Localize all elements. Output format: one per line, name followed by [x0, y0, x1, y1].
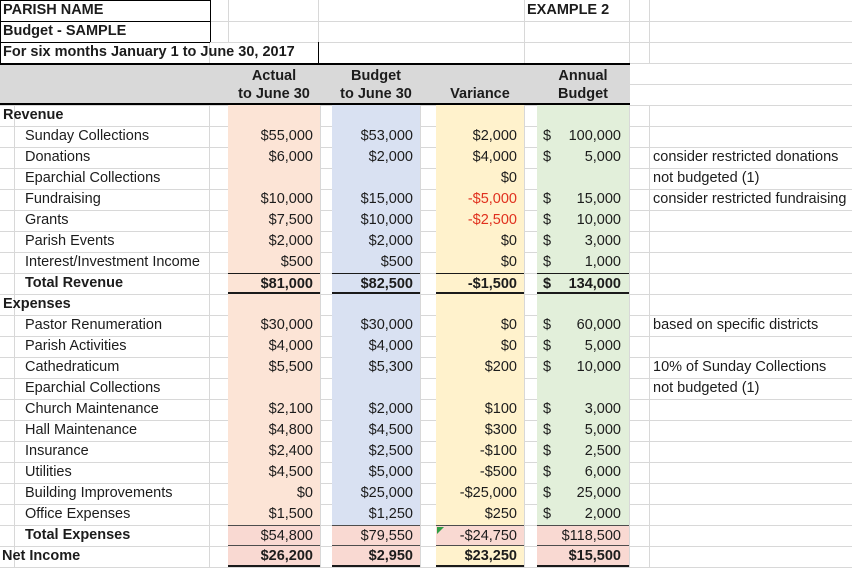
border — [0, 0, 210, 1]
table-row — [0, 378, 852, 399]
header-annual-line2[interactable]: Budget — [558, 86, 608, 102]
note-cell[interactable]: consider restricted donations — [653, 149, 839, 165]
variance-cell[interactable]: -$2,500 — [467, 212, 517, 228]
actual-cell[interactable]: $1,500 — [268, 506, 313, 522]
table-row — [0, 504, 852, 525]
note-cell[interactable]: not budgeted (1) — [653, 380, 760, 396]
variance-cell[interactable]: $250 — [484, 506, 517, 522]
border — [318, 42, 319, 63]
row-label[interactable]: Church Maintenance — [25, 401, 159, 417]
table-row — [0, 273, 852, 294]
budget-cell[interactable]: $82,500 — [332, 273, 420, 294]
budget-cell[interactable]: $25,000 — [360, 485, 413, 501]
variance-cell[interactable]: $2,000 — [472, 128, 517, 144]
header-variance[interactable]: Variance — [450, 86, 510, 102]
row-label[interactable]: Office Expenses — [25, 506, 131, 522]
budget-cell[interactable]: $2,000 — [368, 233, 413, 249]
table-row — [0, 483, 852, 504]
note-cell[interactable]: not budgeted (1) — [653, 170, 760, 186]
cell-flag-icon — [437, 527, 444, 534]
actual-cell[interactable]: $5,500 — [268, 359, 313, 375]
row-label[interactable]: Grants — [25, 212, 69, 228]
gridline — [228, 0, 229, 42]
actual-cell[interactable] — [228, 294, 320, 315]
variance-cell[interactable] — [436, 105, 524, 126]
variance-cell[interactable]: $0 — [500, 254, 517, 270]
gridline — [649, 0, 650, 63]
gridline — [524, 0, 525, 63]
annual-budget-cell[interactable]: $118,500 — [537, 525, 629, 546]
header-actual-line1[interactable]: Actual — [251, 68, 297, 84]
row-label[interactable]: Sunday Collections — [25, 128, 150, 144]
annual-budget-cell[interactable]: $ 2,500 — [543, 443, 621, 459]
variance-cell[interactable] — [436, 294, 524, 315]
row-label[interactable]: Pastor Renumeration — [25, 317, 163, 333]
annual-budget-cell[interactable]: $ 60,000 — [543, 317, 621, 333]
variance-cell[interactable]: $100 — [484, 401, 517, 417]
variance-cell[interactable]: -$100 — [479, 443, 517, 459]
annual-budget-cell[interactable] — [537, 294, 629, 315]
row-label[interactable]: Eparchial Collections — [25, 170, 161, 186]
variance-cell[interactable]: -$500 — [479, 464, 517, 480]
table-row — [0, 252, 852, 273]
budget-sample-cell[interactable]: Budget - SAMPLE — [3, 23, 127, 39]
budget-cell[interactable]: $5,300 — [368, 359, 413, 375]
row-label[interactable]: Cathedraticum — [25, 359, 120, 375]
row-label[interactable]: Hall Maintenance — [25, 422, 138, 438]
table-row — [0, 294, 852, 315]
budget-cell[interactable]: $500 — [380, 254, 413, 270]
row-label[interactable]: Building Improvements — [25, 485, 173, 501]
table-row — [0, 399, 852, 420]
gridline — [629, 0, 630, 63]
actual-cell[interactable]: $4,500 — [268, 464, 313, 480]
table-row — [0, 231, 852, 252]
budget-cell[interactable]: $2,000 — [368, 401, 413, 417]
budget-cell[interactable]: $2,950 — [332, 546, 420, 567]
variance-cell[interactable]: -$24,750 — [436, 525, 524, 546]
budget-cell[interactable]: $1,250 — [368, 506, 413, 522]
annual-budget-cell[interactable]: $ 6,000 — [543, 464, 621, 480]
budget-cell[interactable]: $15,000 — [360, 191, 413, 207]
actual-cell[interactable]: $81,000 — [228, 273, 320, 294]
annual-budget-cell[interactable]: $15,500 — [537, 546, 629, 567]
annual-budget-cell[interactable]: $ 1,000 — [543, 254, 621, 270]
gridline — [318, 0, 319, 42]
budget-cell[interactable]: $53,000 — [360, 128, 413, 144]
actual-cell[interactable] — [228, 105, 320, 126]
budget-cell[interactable]: $2,500 — [368, 443, 413, 459]
budget-cell[interactable]: $2,000 — [368, 149, 413, 165]
actual-cell[interactable]: $0 — [296, 485, 313, 501]
actual-cell[interactable]: $2,000 — [268, 233, 313, 249]
annual-budget-cell[interactable]: $ 134,000 — [537, 273, 629, 294]
actual-cell[interactable]: $10,000 — [260, 191, 313, 207]
border — [0, 0, 1, 63]
annual-budget-cell[interactable]: $ 5,000 — [543, 338, 621, 354]
budget-cell[interactable]: $5,000 — [368, 464, 413, 480]
annual-budget-cell[interactable]: $ 3,000 — [543, 401, 621, 417]
parish-name-cell[interactable]: PARISH NAME — [3, 2, 104, 18]
table-row — [0, 525, 852, 546]
variance-cell[interactable]: -$5,000 — [467, 191, 517, 207]
note-cell[interactable]: based on specific districts — [653, 317, 819, 333]
actual-cell[interactable]: $55,000 — [260, 128, 313, 144]
variance-cell[interactable]: $0 — [500, 233, 517, 249]
table-row — [0, 357, 852, 378]
actual-cell[interactable]: $30,000 — [260, 317, 313, 333]
actual-cell[interactable]: $54,800 — [228, 525, 320, 546]
variance-cell[interactable]: $0 — [500, 338, 517, 354]
table-row — [0, 441, 852, 462]
row-label[interactable]: Parish Activities — [25, 338, 127, 354]
row-label[interactable]: Fundraising — [25, 191, 101, 207]
table-row — [0, 336, 852, 357]
border — [210, 0, 211, 42]
row-label[interactable]: Total Expenses — [25, 527, 131, 543]
variance-cell[interactable]: -$25,000 — [459, 485, 517, 501]
header-annual-line1[interactable]: Annual — [558, 68, 608, 84]
annual-budget-cell[interactable]: $ 5,000 — [543, 422, 621, 438]
row-label[interactable]: Expenses — [3, 296, 71, 312]
table-row — [0, 147, 852, 168]
budget-cell[interactable] — [332, 105, 420, 126]
gridline — [0, 567, 852, 568]
header-budget-line1[interactable]: Budget — [351, 68, 401, 84]
table-row — [0, 462, 852, 483]
table-row — [0, 420, 852, 441]
actual-cell[interactable]: $26,200 — [228, 546, 320, 567]
actual-cell[interactable]: $4,800 — [268, 422, 313, 438]
budget-cell[interactable]: $4,000 — [368, 338, 413, 354]
variance-cell[interactable]: -$1,500 — [436, 273, 524, 294]
border — [0, 42, 210, 43]
variance-cell[interactable]: $300 — [484, 422, 517, 438]
row-label[interactable]: Net Income — [2, 548, 81, 564]
table-row — [0, 105, 852, 126]
annual-budget-cell[interactable]: $ 100,000 — [543, 128, 621, 144]
row-label[interactable]: Total Revenue — [25, 275, 124, 291]
actual-cell[interactable]: $7,500 — [268, 212, 313, 228]
table-row — [0, 210, 852, 231]
header-actual-line2[interactable]: to June 30 — [238, 86, 310, 102]
note-cell[interactable]: 10% of Sunday Collections — [653, 359, 827, 375]
table-row — [0, 546, 852, 567]
budget-cell[interactable]: $10,000 — [360, 212, 413, 228]
annual-budget-cell[interactable]: $ 5,000 — [543, 149, 621, 165]
variance-cell[interactable]: $23,250 — [436, 546, 524, 567]
budget-cell[interactable]: $4,500 — [368, 422, 413, 438]
row-label[interactable]: Donations — [25, 149, 91, 165]
actual-cell[interactable]: $500 — [280, 254, 313, 270]
table-row — [0, 126, 852, 147]
row-label[interactable]: Parish Events — [25, 233, 115, 249]
budget-cell[interactable]: $79,550 — [332, 525, 420, 546]
row-label[interactable]: Utilities — [25, 464, 72, 480]
variance-cell[interactable]: $0 — [500, 317, 517, 333]
period-cell[interactable]: For six months January 1 to June 30, 2017 — [3, 44, 295, 60]
table-row — [0, 315, 852, 336]
actual-cell[interactable]: $2,400 — [268, 443, 313, 459]
note-cell[interactable]: consider restricted fundraising — [653, 191, 847, 207]
row-label[interactable]: Interest/Investment Income — [25, 254, 200, 270]
annual-budget-cell[interactable]: $ 10,000 — [543, 359, 621, 375]
actual-cell[interactable]: $6,000 — [268, 149, 313, 165]
table-row — [0, 168, 852, 189]
border — [0, 21, 210, 22]
annual-budget-cell[interactable]: $ 25,000 — [543, 485, 621, 501]
actual-cell[interactable]: $2,100 — [268, 401, 313, 417]
actual-cell[interactable]: $4,000 — [268, 338, 313, 354]
variance-cell[interactable]: $4,000 — [472, 149, 517, 165]
annual-budget-cell[interactable]: $ 3,000 — [543, 233, 621, 249]
row-label[interactable]: Insurance — [25, 443, 89, 459]
variance-cell[interactable]: $0 — [500, 170, 517, 186]
budget-cell[interactable]: $30,000 — [360, 317, 413, 333]
row-label[interactable]: Eparchial Collections — [25, 380, 161, 396]
table-row — [0, 189, 852, 210]
variance-cell[interactable]: $200 — [484, 359, 517, 375]
example-cell[interactable]: EXAMPLE 2 — [527, 2, 610, 18]
annual-budget-cell[interactable] — [537, 105, 629, 126]
header-budget-line2[interactable]: to June 30 — [340, 86, 412, 102]
table-header-band — [0, 63, 630, 105]
annual-budget-cell[interactable]: $ 15,000 — [543, 191, 621, 207]
annual-budget-cell[interactable]: $ 10,000 — [543, 212, 621, 228]
annual-budget-cell[interactable]: $ 2,000 — [543, 506, 621, 522]
row-label[interactable]: Revenue — [3, 107, 64, 123]
budget-cell[interactable] — [332, 294, 420, 315]
